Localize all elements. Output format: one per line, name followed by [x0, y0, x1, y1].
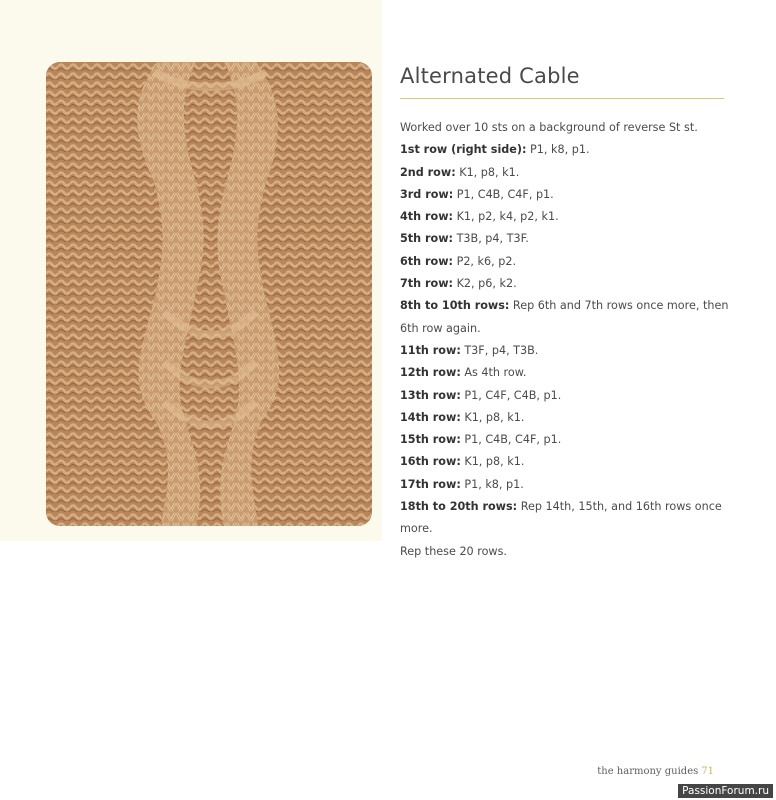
- instruction-row: [400, 184, 730, 206]
- instruction-row: [400, 474, 730, 496]
- instruction-row: [400, 340, 730, 362]
- row-instruction: P1, C4F, C4B, p1.: [460, 388, 562, 402]
- row-label: 3rd row:: [400, 187, 454, 201]
- watermark: PassionForum.ru: [678, 784, 773, 798]
- row-instruction: P1, C4B, C4F, p1.: [453, 187, 554, 201]
- title-divider: [400, 98, 724, 99]
- row-instruction: Rep 14th, 15th, and 16th rows once more.: [400, 500, 722, 536]
- instruction-row: [400, 385, 730, 407]
- intro-text: Worked over 10 sts on a background of reverse St st.: [400, 121, 698, 134]
- pattern-title: Alternated Cable: [400, 64, 580, 88]
- cable-swatch-photo: [46, 62, 372, 526]
- row-label: 14th row:: [400, 410, 461, 424]
- row-instruction: T3F, p4, T3B.: [460, 343, 539, 357]
- row-instruction: K1, p8, k1.: [455, 165, 520, 179]
- row-label: 15th row:: [400, 433, 461, 447]
- row-label: 17th row:: [400, 477, 461, 491]
- row-label: 12th row:: [400, 366, 461, 380]
- row-label: 11th row:: [400, 343, 461, 357]
- instruction-row: [400, 362, 730, 384]
- closing-text: Rep these 20 rows.: [400, 544, 507, 558]
- pattern-instructions: [400, 117, 730, 563]
- row-instruction: P1, k8, p1.: [460, 477, 524, 491]
- row-instruction: As 4th row.: [460, 366, 527, 380]
- row-list: [400, 139, 730, 540]
- instruction-row: [400, 496, 730, 541]
- row-instruction: K2, p6, k2.: [453, 277, 517, 291]
- page-number: 71: [701, 766, 714, 777]
- instruction-row: [400, 228, 730, 250]
- row-label: 16th row:: [400, 455, 461, 469]
- instruction-row: [400, 162, 730, 184]
- instruction-row: [400, 251, 730, 273]
- row-label: 8th to 10th rows:: [400, 299, 510, 313]
- row-label: 5th row:: [400, 232, 454, 246]
- instruction-row: [400, 139, 730, 161]
- row-label: 1st row (right side):: [400, 143, 527, 157]
- row-instruction: Rep 6th and 7th rows once more, then 6th row again.: [400, 299, 729, 335]
- page-footer: [597, 766, 714, 777]
- instruction-row: [400, 429, 730, 451]
- row-label: 4th row:: [400, 210, 454, 224]
- instruction-row: [400, 407, 730, 429]
- row-instruction: K1, p8, k1.: [460, 455, 525, 469]
- row-label: 18th to 20th rows:: [400, 500, 518, 514]
- footer-text: the harmony guides: [597, 766, 699, 777]
- instruction-row: [400, 451, 730, 473]
- row-label: 13th row:: [400, 388, 461, 402]
- row-instruction: P1, k8, p1.: [526, 143, 590, 157]
- row-instruction: K1, p8, k1.: [460, 410, 525, 424]
- instruction-row: [400, 295, 730, 340]
- image-panel: [0, 0, 382, 541]
- row-instruction: T3B, p4, T3F.: [453, 232, 529, 246]
- row-label: 2nd row:: [400, 165, 456, 179]
- instruction-row: [400, 273, 730, 295]
- instruction-row: [400, 206, 730, 228]
- row-instruction: P2, k6, p2.: [453, 254, 517, 268]
- row-label: 7th row:: [400, 277, 454, 291]
- row-instruction: K1, p2, k4, p2, k1.: [453, 210, 559, 224]
- row-label: 6th row:: [400, 254, 454, 268]
- row-instruction: P1, C4B, C4F, p1.: [460, 433, 562, 447]
